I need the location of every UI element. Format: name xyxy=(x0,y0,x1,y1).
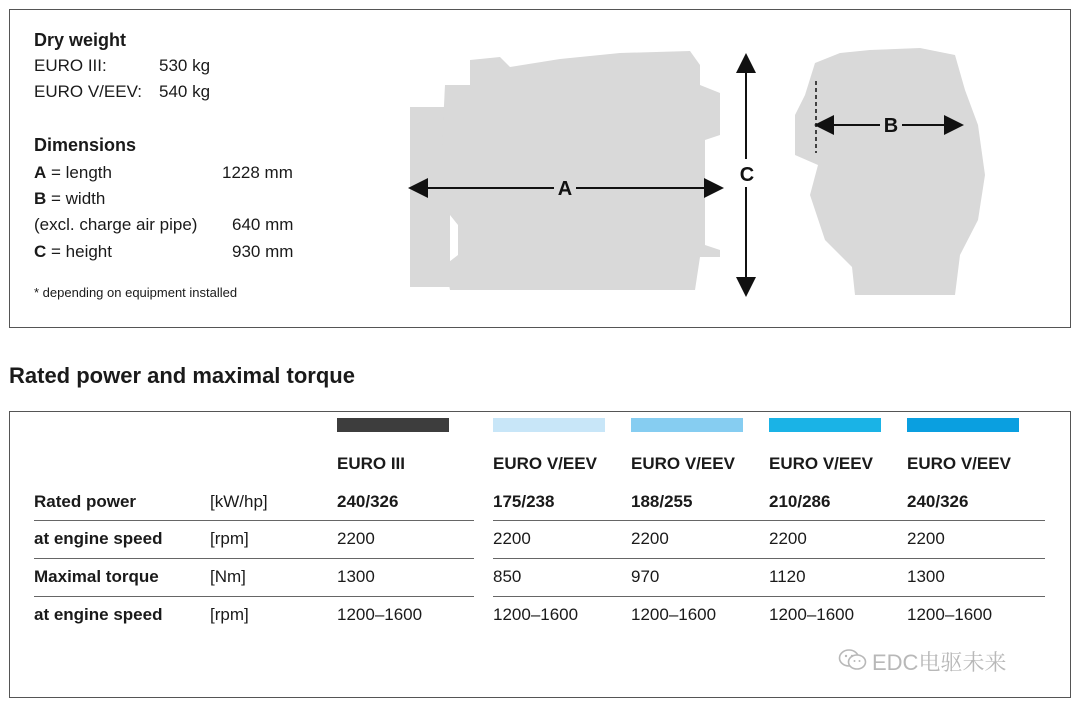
wechat-icon xyxy=(838,648,868,672)
table-cell: 240/326 xyxy=(337,492,399,511)
table-cell: 1120 xyxy=(769,567,806,586)
legend-bar-eev-240 xyxy=(907,418,1019,432)
dim-width-label: B = width xyxy=(34,189,106,208)
row-label: Rated power xyxy=(34,492,137,511)
row-divider xyxy=(493,596,1045,597)
legend-bar-euro3 xyxy=(337,418,449,432)
table-cell: 2200 xyxy=(769,529,807,548)
column-header: EURO V/EEV xyxy=(769,454,873,473)
dim-width-note: (excl. charge air pipe) xyxy=(34,215,198,234)
footnote: * depending on equipment installed xyxy=(34,285,238,300)
table-cell: 188/255 xyxy=(631,492,693,511)
dry-weight-title: Dry weight xyxy=(34,30,127,50)
dim-length-label: A = length xyxy=(34,163,112,182)
dim-width-value: 640 mm xyxy=(232,215,294,234)
weight-label-euro3: EURO III: xyxy=(34,56,107,75)
engine-diagram xyxy=(400,45,1000,305)
row-label: at engine speed xyxy=(34,529,163,548)
section-title: Rated power and maximal torque xyxy=(9,363,355,388)
table-cell: 1200–1600 xyxy=(631,605,717,624)
row-divider xyxy=(34,520,474,521)
dim-length-value: 1228 mm xyxy=(222,163,293,182)
table-cell: 2200 xyxy=(631,529,669,548)
row-divider xyxy=(493,520,1045,521)
table-cell: 1200–1600 xyxy=(769,605,855,624)
row-divider xyxy=(34,558,474,559)
table-cell: 210/286 xyxy=(769,492,831,511)
table-cell: 970 xyxy=(631,567,660,586)
row-label: Maximal torque xyxy=(34,567,159,586)
legend-bar-eev-210 xyxy=(769,418,881,432)
weight-label-eev: EURO V/EEV: xyxy=(34,82,143,101)
table-cell: 175/238 xyxy=(493,492,555,511)
table-cell: 1200–1600 xyxy=(493,605,579,624)
row-unit: [rpm] xyxy=(210,605,249,624)
engine-front-view xyxy=(795,48,985,295)
row-divider xyxy=(493,558,1045,559)
legend-bar-eev-188 xyxy=(631,418,743,432)
column-header: EURO V/EEV xyxy=(907,454,1011,473)
table-cell: 1300 xyxy=(907,567,945,586)
table-cell: 1200–1600 xyxy=(337,605,423,624)
row-unit: [rpm] xyxy=(210,529,249,548)
column-header: EURO V/EEV xyxy=(493,454,597,473)
weight-value-eev: 540 kg xyxy=(159,82,211,101)
row-unit: [Nm] xyxy=(210,567,246,586)
column-header: EURO III xyxy=(337,454,406,473)
weight-value-euro3: 530 kg xyxy=(159,56,211,75)
label-b: B xyxy=(883,115,899,137)
column-header: EURO V/EEV xyxy=(631,454,735,473)
table-cell: 1200–1600 xyxy=(907,605,993,624)
table-cell: 850 xyxy=(493,567,522,586)
row-unit: [kW/hp] xyxy=(210,492,268,511)
table-cell: 1300 xyxy=(337,567,375,586)
dimensions-title: Dimensions xyxy=(34,135,137,155)
label-c: C xyxy=(739,164,755,186)
engine-side-view xyxy=(410,51,720,290)
label-a: A xyxy=(557,178,573,200)
table-cell: 2200 xyxy=(337,529,375,548)
table-cell: 240/326 xyxy=(907,492,969,511)
legend-bar-eev-175 xyxy=(493,418,605,432)
row-label: at engine speed xyxy=(34,605,163,624)
row-divider xyxy=(34,596,474,597)
watermark-text: EDC电驱未来 xyxy=(872,650,1007,675)
dim-height-label: C = height xyxy=(34,242,112,261)
dim-height-value: 930 mm xyxy=(232,242,294,261)
table-cell: 2200 xyxy=(493,529,531,548)
table-cell: 2200 xyxy=(907,529,945,548)
